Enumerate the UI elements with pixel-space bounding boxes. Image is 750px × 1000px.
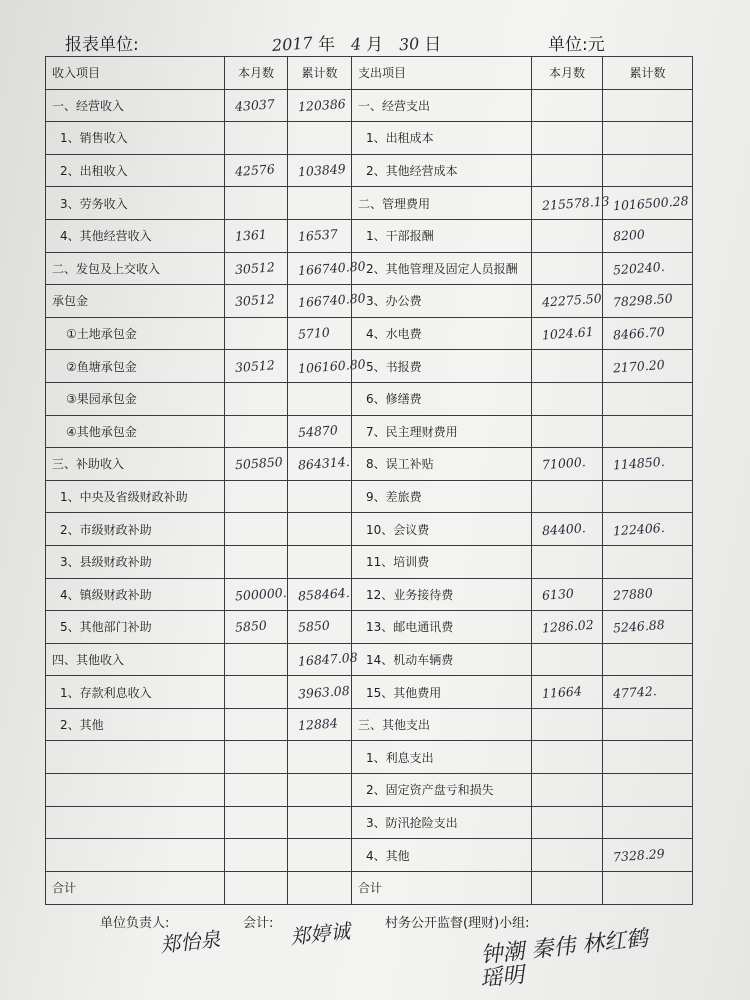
income-month-value — [225, 285, 288, 318]
table-row — [46, 317, 693, 350]
handwritten-number — [225, 142, 235, 143]
handwritten-number — [288, 142, 298, 143]
committee-signature-line2: 瑶明 — [479, 962, 526, 993]
currency-unit-label: 单位:元 — [548, 35, 605, 55]
handwritten-number — [225, 533, 235, 534]
handwritten-number — [532, 272, 542, 273]
date-year-char: 年 — [318, 35, 336, 55]
handwritten-number: 8200 — [612, 226, 646, 245]
expense-item-label: 14、机动车辆费 — [352, 643, 532, 676]
expense-month-value — [532, 154, 603, 187]
income-item-label — [46, 839, 225, 872]
income-month-value — [225, 806, 288, 839]
col-header-income-cumulative: 累计数 — [288, 57, 352, 90]
expense-item-label: 5、书报费 — [352, 350, 532, 383]
income-item-label: 1、销售收入 — [46, 122, 225, 155]
accountant-signature: 郑婷诚 — [289, 918, 352, 950]
income-item-label: 2、出租收入 — [46, 154, 225, 187]
table-row — [46, 513, 693, 546]
expense-month-value — [532, 708, 603, 741]
expense-item-label: 二、管理费用 — [352, 187, 532, 220]
income-item-label: ③果园承包金 — [46, 382, 225, 415]
expense-item-label: 一、经营支出 — [352, 89, 532, 122]
table-row — [46, 611, 693, 644]
expense-item-label: 4、水电费 — [352, 317, 532, 350]
handwritten-number — [532, 402, 542, 403]
income-cumulative-value — [288, 317, 352, 350]
expense-item-label: 6、修缮费 — [352, 382, 532, 415]
table-row — [46, 578, 693, 611]
income-total-month — [225, 871, 288, 904]
table-row — [46, 382, 693, 415]
table-row — [46, 285, 693, 318]
expense-item-label: 3、办公费 — [352, 285, 532, 318]
handwritten-number: 106160.80 — [297, 355, 367, 376]
handwritten-number — [288, 761, 298, 762]
income-cumulative-value — [288, 154, 352, 187]
table-row — [46, 643, 693, 676]
handwritten-number — [603, 826, 613, 827]
expense-month-value — [532, 741, 603, 774]
expense-cumulative-value — [603, 187, 693, 220]
handwritten-number: 5850 — [297, 617, 331, 636]
col-header-expense-item: 支出项目 — [352, 57, 532, 90]
expense-item-label: 15、其他费用 — [352, 676, 532, 709]
income-month-value — [225, 578, 288, 611]
expense-total-month — [532, 871, 603, 904]
handwritten-number — [288, 207, 298, 208]
expense-total-label: 合计 — [352, 871, 532, 904]
handwritten-number: 7328.29 — [612, 845, 666, 864]
expense-cumulative-value — [603, 122, 693, 155]
expense-cumulative-value — [603, 578, 693, 611]
handwritten-number — [225, 761, 235, 762]
date-day-char: 日 — [424, 35, 442, 55]
handwritten-number — [225, 565, 235, 566]
handwritten-number: 42576 — [234, 161, 276, 180]
income-month-value — [225, 350, 288, 383]
income-item-label: 3、县级财政补助 — [46, 545, 225, 578]
report-unit-label: 报表单位: — [65, 35, 139, 55]
handwritten-number: 27880 — [612, 585, 654, 603]
income-item-label: 2、市级财政补助 — [46, 513, 225, 546]
handwritten-number: 84400. — [541, 519, 587, 538]
income-month-value — [225, 676, 288, 709]
income-item-label: 三、补助收入 — [46, 448, 225, 481]
table-row — [46, 545, 693, 578]
handwritten-number — [288, 533, 298, 534]
income-item-label: 3、劳务收入 — [46, 187, 225, 220]
expense-month-value — [532, 578, 603, 611]
handwritten-number — [532, 859, 542, 860]
date-year: 2017 — [271, 33, 314, 56]
table-header-row — [46, 57, 693, 90]
expense-item-label: 1、干部报酬 — [352, 219, 532, 252]
handwritten-number — [603, 174, 613, 175]
handwritten-number — [288, 565, 298, 566]
handwritten-number: 47742. — [612, 682, 658, 701]
expense-month-value — [532, 480, 603, 513]
table-row — [46, 89, 693, 122]
handwritten-number — [532, 239, 542, 240]
accountant-label: 会计: — [243, 916, 274, 931]
expense-item-label: 1、出租成本 — [352, 122, 532, 155]
handwritten-number: 2170.20 — [612, 356, 666, 376]
expense-month-value — [532, 89, 603, 122]
expense-cumulative-value — [603, 317, 693, 350]
expense-cumulative-value — [603, 480, 693, 513]
table-row — [46, 187, 693, 220]
expense-item-label: 2、其他经营成本 — [352, 154, 532, 187]
expense-cumulative-value — [603, 415, 693, 448]
expense-cumulative-value — [603, 219, 693, 252]
handwritten-number — [532, 565, 542, 566]
income-month-value — [225, 513, 288, 546]
handwritten-number: 114850. — [612, 454, 666, 473]
expense-cumulative-value — [603, 350, 693, 383]
income-month-value — [225, 382, 288, 415]
income-cumulative-value — [288, 774, 352, 807]
leader-signature: 郑怡泉 — [159, 926, 222, 958]
leader-label: 单位负责人: — [100, 916, 170, 931]
expense-month-value — [532, 187, 611, 220]
income-cumulative-value — [288, 839, 352, 872]
handwritten-number — [603, 565, 613, 566]
table-row — [46, 741, 693, 774]
handwritten-number: 5850 — [234, 617, 268, 636]
expense-item-label: 13、邮电通讯费 — [352, 611, 532, 644]
income-month-value — [225, 122, 288, 155]
handwritten-number — [532, 435, 542, 436]
income-cumulative-value — [288, 350, 367, 383]
handwritten-number: 5246.88 — [612, 617, 666, 636]
expense-item-label: 7、民主理财费用 — [352, 415, 532, 448]
handwritten-number — [603, 728, 613, 729]
handwritten-number: 54870 — [297, 422, 339, 440]
handwritten-number — [532, 794, 542, 795]
income-month-value — [225, 480, 288, 513]
handwritten-number: 6130 — [541, 585, 575, 603]
expense-item-label: 1、利息支出 — [352, 741, 532, 774]
expense-cumulative-value — [603, 676, 693, 709]
income-cumulative-value — [288, 578, 352, 611]
report-date — [262, 30, 441, 55]
income-month-value — [225, 545, 288, 578]
handwritten-number: 42275.50 — [541, 291, 603, 311]
handwritten-number: 166740.80 — [297, 290, 367, 311]
handwritten-number — [225, 500, 235, 501]
handwritten-number: 1016500.28 — [612, 192, 689, 213]
handwritten-number — [532, 174, 542, 175]
handwritten-number: 1286.02 — [541, 617, 595, 636]
expense-cumulative-value — [603, 774, 693, 807]
income-month-value — [225, 252, 288, 285]
handwritten-number — [288, 402, 298, 403]
handwritten-number: 16847.08 — [297, 649, 359, 669]
income-item-label: 4、镇级财政补助 — [46, 578, 225, 611]
income-item-label: ④其他承包金 — [46, 415, 225, 448]
income-cumulative-value — [288, 382, 352, 415]
income-cumulative-value — [288, 415, 352, 448]
income-cumulative-value — [288, 611, 352, 644]
income-month-value — [225, 741, 288, 774]
expense-item-label: 4、其他 — [352, 839, 532, 872]
expense-month-value — [532, 350, 603, 383]
handwritten-number: 858464. — [297, 584, 351, 604]
income-month-value — [225, 611, 288, 644]
income-cumulative-value — [288, 252, 367, 285]
income-item-label: 2、其他 — [46, 708, 225, 741]
handwritten-number — [225, 826, 235, 827]
handwritten-number — [225, 794, 235, 795]
handwritten-number — [532, 761, 542, 762]
table-row — [46, 708, 693, 741]
expense-cumulative-value — [603, 741, 693, 774]
expense-month-value — [532, 839, 603, 872]
handwritten-number: 520240. — [612, 258, 666, 278]
income-month-value — [225, 708, 288, 741]
income-cumulative-value — [288, 708, 352, 741]
income-cumulative-value — [288, 448, 352, 481]
income-month-value — [225, 643, 288, 676]
table-row — [46, 774, 693, 807]
handwritten-number — [225, 696, 235, 697]
income-item-label: 4、其他经营收入 — [46, 219, 225, 252]
income-cumulative-value — [288, 806, 352, 839]
income-month-value — [225, 415, 288, 448]
income-item-label: 四、其他收入 — [46, 643, 225, 676]
date-month: 4 — [349, 34, 362, 54]
expense-item-label: 9、差旅费 — [352, 480, 532, 513]
handwritten-number — [532, 142, 542, 143]
income-month-value — [225, 317, 288, 350]
expense-item-label: 8、误工补贴 — [352, 448, 532, 481]
handwritten-number — [225, 435, 235, 436]
handwritten-number: 78298.50 — [612, 291, 674, 311]
handwritten-number: 122406. — [612, 519, 666, 539]
income-item-label: 1、存款利息收入 — [46, 676, 225, 709]
handwritten-number: 103849 — [297, 161, 347, 180]
handwritten-number — [603, 663, 613, 664]
handwritten-number — [288, 500, 298, 501]
expense-month-value — [532, 252, 603, 285]
date-month-char: 月 — [366, 35, 384, 55]
expense-month-value — [532, 676, 603, 709]
handwritten-number — [288, 859, 298, 860]
handwritten-number — [603, 435, 613, 436]
expense-month-value — [532, 643, 603, 676]
income-month-value — [225, 89, 288, 122]
expense-cumulative-value — [603, 382, 693, 415]
income-item-label — [46, 806, 225, 839]
expense-month-value — [532, 382, 603, 415]
table-row — [46, 806, 693, 839]
income-month-value — [225, 187, 288, 220]
expense-month-value — [532, 448, 603, 481]
expense-month-value — [532, 415, 603, 448]
expense-item-label: 2、固定资产盘亏和损失 — [352, 774, 532, 807]
income-cumulative-value — [288, 89, 352, 122]
handwritten-number: 120386 — [297, 95, 347, 115]
handwritten-number — [603, 109, 613, 110]
handwritten-number: 215578.13 — [541, 192, 611, 213]
expense-month-value — [532, 806, 603, 839]
income-item-label: ①土地承包金 — [46, 317, 225, 350]
income-month-value — [225, 448, 288, 481]
handwritten-number: 8466.70 — [612, 323, 666, 343]
handwritten-number — [532, 370, 542, 371]
income-cumulative-value — [288, 513, 352, 546]
committee-label: 村务公开监督(理财)小组: — [385, 916, 530, 931]
handwritten-number — [603, 794, 613, 795]
handwritten-number — [532, 663, 542, 664]
expense-cumulative-value — [603, 806, 693, 839]
income-cumulative-value — [288, 219, 352, 252]
expense-month-value — [532, 611, 603, 644]
table-row — [46, 350, 693, 383]
expense-item-label: 11、培训费 — [352, 545, 532, 578]
handwritten-number: 30512 — [234, 291, 276, 310]
expense-month-value — [532, 122, 603, 155]
income-month-value — [225, 154, 288, 187]
expense-item-label: 2、其他管理及固定人员报酬 — [352, 252, 532, 285]
handwritten-number — [532, 500, 542, 501]
handwritten-number — [532, 728, 542, 729]
handwritten-number: 43037 — [234, 96, 276, 114]
expense-month-value — [532, 219, 603, 252]
table-row — [46, 219, 693, 252]
handwritten-number — [225, 859, 235, 860]
income-cumulative-value — [288, 545, 352, 578]
handwritten-number — [603, 402, 613, 403]
handwritten-number — [288, 794, 298, 795]
col-header-income-item: 收入项目 — [46, 57, 225, 90]
handwritten-number — [225, 728, 235, 729]
expense-cumulative-value — [603, 448, 693, 481]
expense-cumulative-value — [603, 839, 693, 872]
expense-item-label: 12、业务接待费 — [352, 578, 532, 611]
handwritten-number — [225, 207, 235, 208]
income-item-label: ②鱼塘承包金 — [46, 350, 225, 383]
handwritten-number — [288, 826, 298, 827]
date-day: 30 — [397, 33, 420, 55]
income-item-label: 承包金 — [46, 285, 225, 318]
income-month-value — [225, 774, 288, 807]
handwritten-number: 864314. — [297, 454, 351, 473]
expense-month-value — [532, 545, 603, 578]
handwritten-number: 1361 — [234, 226, 268, 245]
income-total-label: 合计 — [46, 871, 225, 904]
handwritten-number: 5710 — [297, 324, 331, 342]
table-row — [46, 839, 693, 872]
handwritten-number: 30512 — [234, 356, 276, 375]
handwritten-number — [532, 109, 542, 110]
handwritten-number: 500000. — [234, 584, 288, 604]
income-item-label — [46, 741, 225, 774]
col-header-expense-cumulative: 累计数 — [603, 57, 693, 90]
expense-item-label: 3、防汛抢险支出 — [352, 806, 532, 839]
handwritten-number: 1024.61 — [541, 323, 595, 343]
handwritten-number: 16537 — [297, 226, 339, 245]
expense-item-label: 三、其他支出 — [352, 708, 532, 741]
handwritten-number — [225, 402, 235, 403]
expense-month-value — [532, 774, 603, 807]
expense-item-label: 10、会议费 — [352, 513, 532, 546]
expense-cumulative-value — [603, 89, 693, 122]
income-item-label: 5、其他部门补助 — [46, 611, 225, 644]
table-row — [46, 122, 693, 155]
expense-cumulative-value — [603, 154, 693, 187]
income-total-cumulative — [288, 871, 352, 904]
expense-month-value — [532, 513, 603, 546]
col-header-income-month: 本月数 — [225, 57, 288, 90]
handwritten-number: 166740.80 — [297, 258, 367, 278]
total-row — [46, 871, 693, 904]
income-expense-table — [45, 56, 693, 905]
handwritten-number — [603, 761, 613, 762]
handwritten-number: 11664 — [541, 682, 583, 701]
expense-cumulative-value — [603, 252, 693, 285]
income-cumulative-value — [288, 741, 352, 774]
income-cumulative-value — [288, 643, 359, 676]
expense-cumulative-value — [603, 611, 693, 644]
handwritten-number — [225, 337, 235, 338]
expense-cumulative-value — [603, 643, 693, 676]
handwritten-number: 3963.08 — [297, 682, 351, 702]
handwritten-number — [532, 826, 542, 827]
table-row — [46, 415, 693, 448]
handwritten-number — [603, 142, 613, 143]
income-item-label: 二、发包及上交收入 — [46, 252, 225, 285]
handwritten-number: 12884 — [297, 715, 339, 734]
income-cumulative-value — [288, 187, 352, 220]
table-row — [46, 154, 693, 187]
income-cumulative-value — [288, 122, 352, 155]
committee-signature-line1: 钟潮 秦伟 林红鹤 — [479, 926, 650, 969]
income-item-label: 一、经营收入 — [46, 89, 225, 122]
expense-cumulative-value — [603, 513, 693, 546]
income-month-value — [225, 219, 288, 252]
income-item-label: 1、中央及省级财政补助 — [46, 480, 225, 513]
income-cumulative-value — [288, 285, 367, 318]
income-cumulative-value — [288, 480, 352, 513]
table-row — [46, 252, 693, 285]
table-row — [46, 676, 693, 709]
col-header-expense-month: 本月数 — [532, 57, 603, 90]
handwritten-number: 505850 — [234, 454, 284, 473]
table-row — [46, 448, 693, 481]
table-row — [46, 480, 693, 513]
expense-cumulative-value — [603, 545, 693, 578]
expense-month-value — [532, 285, 603, 318]
handwritten-number: 71000. — [541, 454, 587, 473]
expense-total-cumulative — [603, 871, 693, 904]
expense-cumulative-value — [603, 708, 693, 741]
expense-month-value — [532, 317, 603, 350]
handwritten-number: 30512 — [234, 259, 276, 277]
income-cumulative-value — [288, 676, 352, 709]
handwritten-number — [603, 500, 613, 501]
income-month-value — [225, 839, 288, 872]
handwritten-number — [225, 663, 235, 664]
expense-cumulative-value — [603, 285, 693, 318]
income-item-label — [46, 774, 225, 807]
